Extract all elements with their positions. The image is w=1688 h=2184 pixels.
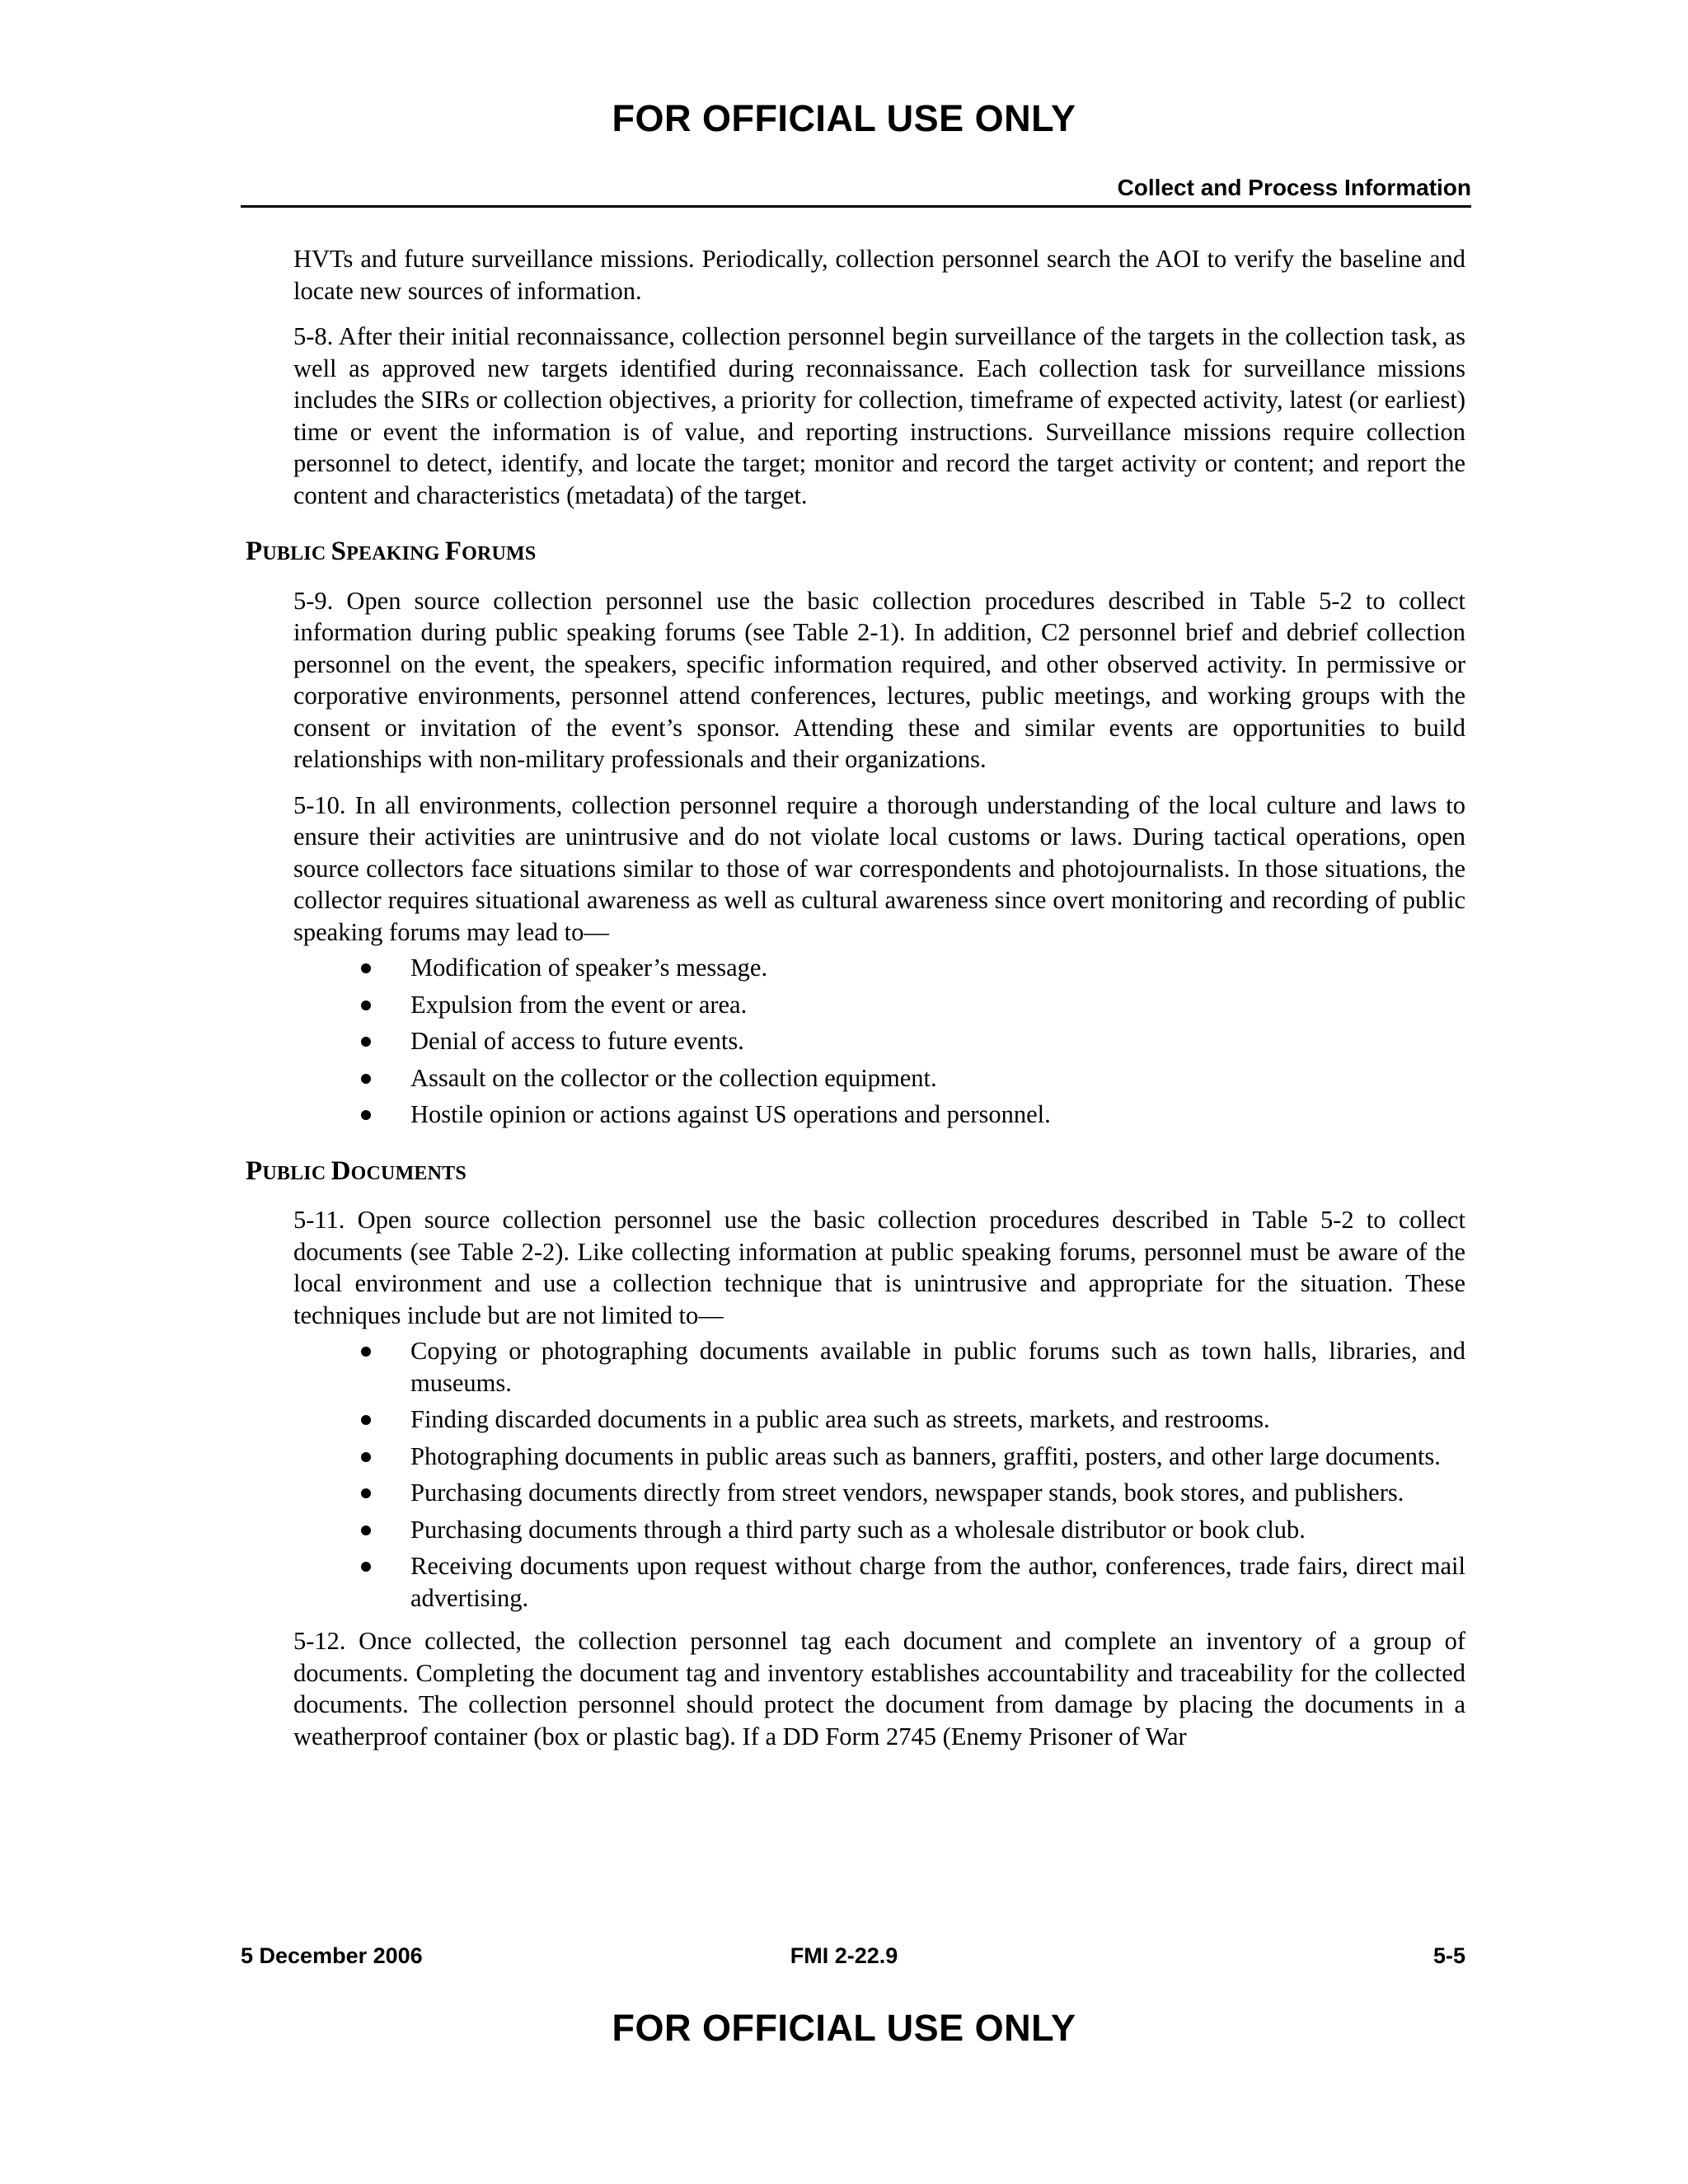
paragraph-5-8: 5-8. After their initial reconnaissance, collection personnel begin surveillance of the targets in the collection task, as well as approved new targets identified during reconnaissance. Each collection task for surveillance missions includes the SIRs or collection objectives, a priority for collection, timeframe of expected activity, latest (or earliest) time or event the information is of value, and reporting instructions. Surveillance missions require collection personnel to detect, identify, and locate the target; monitor and record the target activity or content; and report the content and characteristics (metadata) of the target. [293,322,1465,509]
paragraph-continued: HVTs and future surveillance missions. Periodically, collection personnel search the AOI to verify the baseline and locate new sources of information. [293,245,1465,305]
bullet-icon [361,1074,371,1084]
header-rule [241,205,1471,208]
section-heading-public-speaking-forums: PUBLIC SPEAKING FORUMS [246,537,537,566]
bullet-icon [361,1347,371,1357]
bullet-icon [361,963,371,973]
paragraph-5-12: 5-12. Once collected, the collection personnel tag each document and complete an inventory of a group of documents. Completing the document tag and inventory establishes accountability and traceability for the collected documents. The collection personnel should protect the document from damage by placing the documents in a weatherproof container (box or plastic bag). If a DD Form 2745 (Enemy Prisoner of War [293,1627,1465,1750]
classification-banner-bottom: FOR OFFICIAL USE ONLY [612,2007,1076,2049]
list-item: Copying or photographing documents available in public forums such as town halls, libraries, and museums. [293,1335,1465,1399]
page-body [246,243,1465,1766]
list-item: Purchasing documents through a third party such as a wholesale distributor or book club. [293,1514,1465,1546]
bullet-icon [361,1526,371,1535]
classification-banner-top: FOR OFFICIAL USE ONLY [612,97,1076,139]
paragraph-5-9: 5-9. Open source collection personnel use the basic collection procedures described in Table 5-2 to collect information during public speaking forums (see Table 2-1). In addition, C2 personnel brief and debrief collection personnel on the event, the speakers, specific information required, and other observed activity. In permissive or corporative environments, personnel attend conferences, lectures, public meetings, and working groups with the consent or invitation of the event’s sponsor. Attending these and similar events are opportunities to build relationships with non-military professionals and their organizations. [293,586,1465,773]
bullet-icon [361,1110,371,1120]
list-item: Finding discarded documents in a public area such as streets, markets, and restrooms. [293,1404,1465,1436]
list-item: Hostile opinion or actions against US operations and personnel. [293,1099,1465,1131]
bullet-list-techniques [293,1335,1465,1614]
bullet-icon [361,1415,371,1425]
footer-document-id: FMI 2-22.9 [790,1943,898,1968]
list-item: Assault on the collector or the collection equipment. [293,1062,1465,1094]
section-heading-public-documents: PUBLIC DOCUMENTS [246,1155,467,1186]
paragraph-5-11: 5-11. Open source collection personnel use the basic collection procedures described in Table 5-2 to collect documents (see Table 2-2). Like collecting information at public speaking forums, personnel must be aware of the local environment and use a collection technique that is unintrusive and appropriate for the situation. These techniques include but are not limited to— [293,1206,1465,1329]
paragraph-5-10: 5-10. In all environments, collection personnel require a thorough understanding of the local culture and laws to ensure their activities are unintrusive and do not violate local customs or laws. During tactical operations, open source collectors face situations similar to those of war correspondents and photojournalists. In those situations, the collector requires situational awareness as well as cultural awareness since overt monitoring and recording of public speaking forums may lead to— [293,790,1465,946]
bullet-icon [361,1488,371,1498]
bullet-list-risks [293,952,1465,1131]
bullet-icon [361,1001,371,1010]
bullet-icon [361,1452,371,1462]
footer-page-number: 5-5 [1432,1943,1465,1968]
list-item: Photographing documents in public areas such as banners, graffiti, posters, and other large documents. [293,1441,1465,1473]
list-item: Receiving documents upon request without charge from the author, conferences, trade fairs, direct mail advertising. [293,1550,1465,1614]
list-item: Modification of speaker’s message. [293,952,1465,984]
list-item: Expulsion from the event or area. [293,989,1465,1021]
list-item: Denial of access to future events. [293,1025,1465,1057]
bullet-icon [361,1562,371,1572]
bullet-icon [361,1037,371,1047]
running-head: Collect and Process Information [1117,175,1471,200]
list-item: Purchasing documents directly from street vendors, newspaper stands, book stores, and publishers. [293,1477,1465,1509]
footer-date: 5 December 2006 [241,1943,423,1968]
